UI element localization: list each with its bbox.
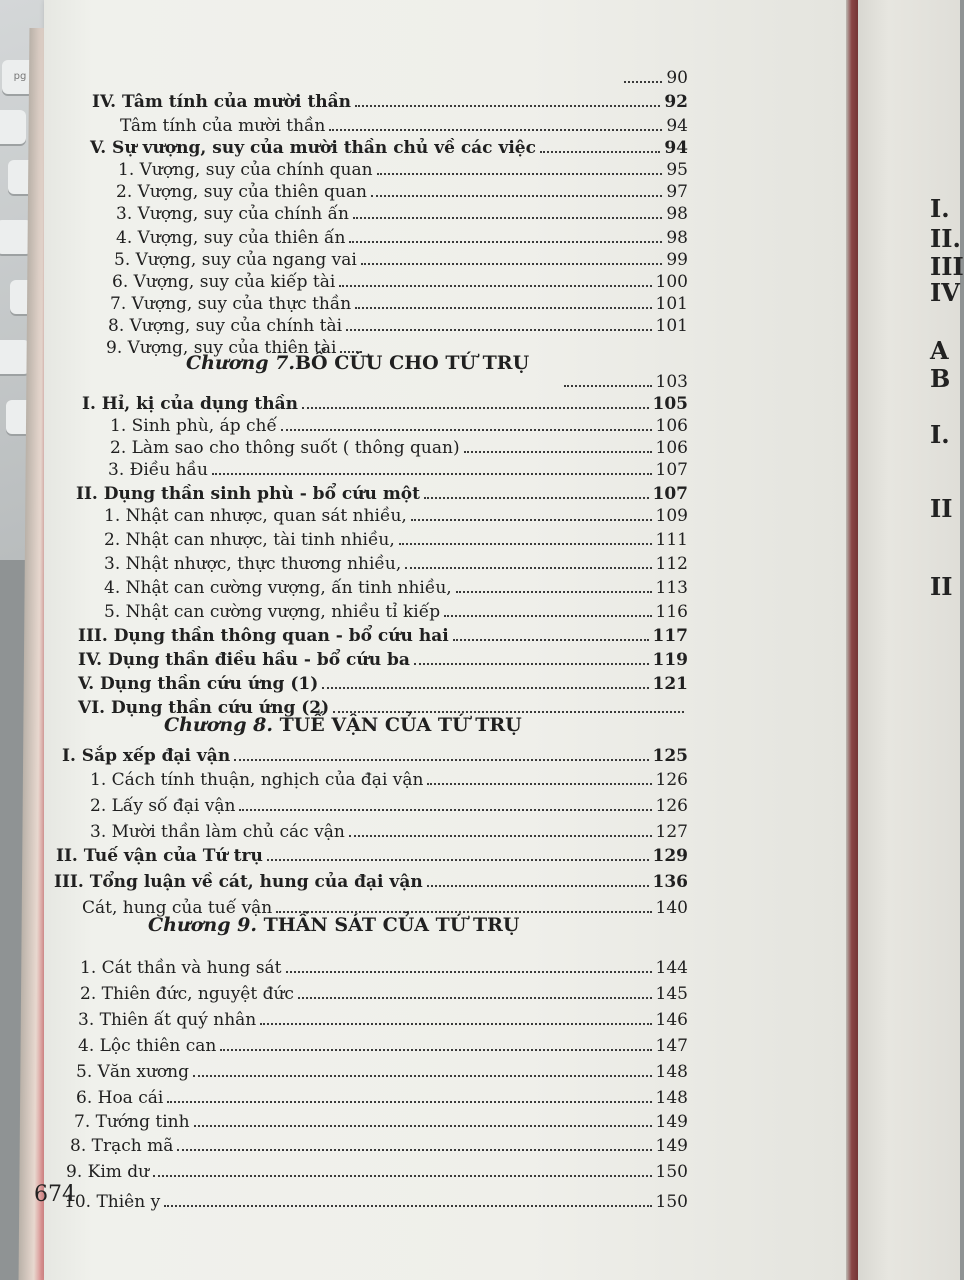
facing-line: III	[930, 252, 964, 281]
toc-row: 4. Lộc thiên can 147	[78, 1036, 688, 1056]
toc-row: 4. Nhật can cường vượng, ấn tinh nhiều, 113	[104, 578, 688, 598]
toc-row: V. Sự vượng, suy của mười thần chủ về các việc 94	[90, 138, 688, 158]
toc-row: VI. Dụng thần cứu ứng (2)	[78, 698, 688, 718]
toc-row: I. Hỉ, kị của dụng thần 105	[82, 394, 688, 414]
toc-row: Cát, hung của tuế vận 140	[82, 898, 688, 918]
toc-row: 7. Tướng tinh 149	[74, 1112, 688, 1132]
keyboard-key: pg	[2, 60, 38, 94]
toc-row: 2. Lấy số đại vận 126	[90, 796, 688, 816]
toc-row: 5. Vượng, suy của ngang vai 99	[114, 250, 688, 270]
toc-row: III. Dụng thần thông quan - bổ cứu hai 117	[78, 626, 688, 646]
toc-row: 1. Cách tính thuận, nghịch của đại vận 126	[90, 770, 688, 790]
facing-line: II	[930, 494, 953, 523]
toc-row: 3. Thiên ất quý nhân 146	[78, 1010, 688, 1030]
toc-row: II. Dụng thần sinh phù - bổ cứu một 107	[76, 484, 688, 504]
toc-row: 2. Làm sao cho thông suốt ( thông quan) 106	[110, 438, 688, 458]
toc-row: 2. Nhật can nhược, tài tinh nhiều, 111	[104, 530, 688, 550]
toc-row: 3. Vượng, suy của chính ấn 98	[116, 204, 688, 224]
toc-row: V. Dụng thần cứu ứng (1) 121	[78, 674, 688, 694]
toc-row: 1. Vượng, suy của chính quan 95	[118, 160, 688, 180]
toc-row: 8. Trạch mã 149	[70, 1136, 688, 1156]
toc-row: 3. Nhật nhược, thực thương nhiều, 112	[104, 554, 688, 574]
toc-row: III. Tổng luận về cát, hung của đại vận 136	[54, 872, 688, 892]
toc-row: 1. Nhật can nhược, quan sát nhiều, 109	[104, 506, 688, 526]
chapter-heading: Chương 9. THẦN SÁT CỦA TỨ TRỤ	[148, 914, 520, 936]
toc-row: 4. Vượng, suy của thiên ấn 98	[116, 228, 688, 248]
toc-row: 90	[620, 68, 688, 88]
facing-line: II	[930, 572, 953, 601]
toc-row: 1. Cát thần và hung sát 144	[80, 958, 688, 978]
toc-row: 2. Thiên đức, nguyệt đức 145	[80, 984, 688, 1004]
facing-line: IV	[930, 278, 960, 307]
toc-row: II. Tuế vận của Tứ trụ 129	[56, 846, 688, 866]
facing-line: I.	[930, 420, 950, 449]
toc-row: I. Sắp xếp đại vận 125	[62, 746, 688, 766]
facing-line: I.	[930, 194, 950, 223]
toc-row: 5. Nhật can cường vượng, nhiều tỉ kiếp 116	[104, 602, 688, 622]
toc-row: 10. Thiên y 150	[64, 1192, 688, 1212]
facing-line: A	[930, 336, 949, 365]
toc-row: 9. Kim dư 150	[66, 1162, 688, 1182]
toc-row: 3. Mười thần làm chủ các vận 127	[90, 822, 688, 842]
chapter-heading: Chương 8. TUẾ VẬN CỦA TỨ TRỤ	[164, 714, 522, 736]
toc-row: 7. Vượng, suy của thực thần 101	[110, 294, 688, 314]
toc-row: Tâm tính của mười thần 94	[120, 116, 688, 136]
toc-row: 6. Vượng, suy của kiếp tài 100	[112, 272, 688, 292]
page-number: 674	[34, 1182, 76, 1207]
toc-row: 5. Văn xương 148	[76, 1062, 688, 1082]
toc-row: IV. Dụng thần điều hầu - bổ cứu ba 119	[78, 650, 688, 670]
toc-row: 103	[560, 372, 688, 392]
toc-row: 8. Vượng, suy của chính tài 101	[108, 316, 688, 336]
facing-line: II.	[930, 224, 961, 253]
chapter-heading: Chương 7.BỔ CỨU CHO TỨ TRỤ	[186, 352, 530, 374]
toc-row: IV. Tâm tính của mười thần 92	[92, 92, 688, 112]
toc-row: 3. Điều hầu 107	[108, 460, 688, 480]
facing-line: B	[930, 364, 951, 393]
toc-row: 2. Vượng, suy của thiên quan 97	[116, 182, 688, 202]
toc-row: 9. Vượng, suy của thiên tài	[106, 338, 366, 358]
toc-row: 6. Hoa cái 148	[76, 1088, 688, 1108]
toc-row: 1. Sinh phù, áp chế 106	[110, 416, 688, 436]
